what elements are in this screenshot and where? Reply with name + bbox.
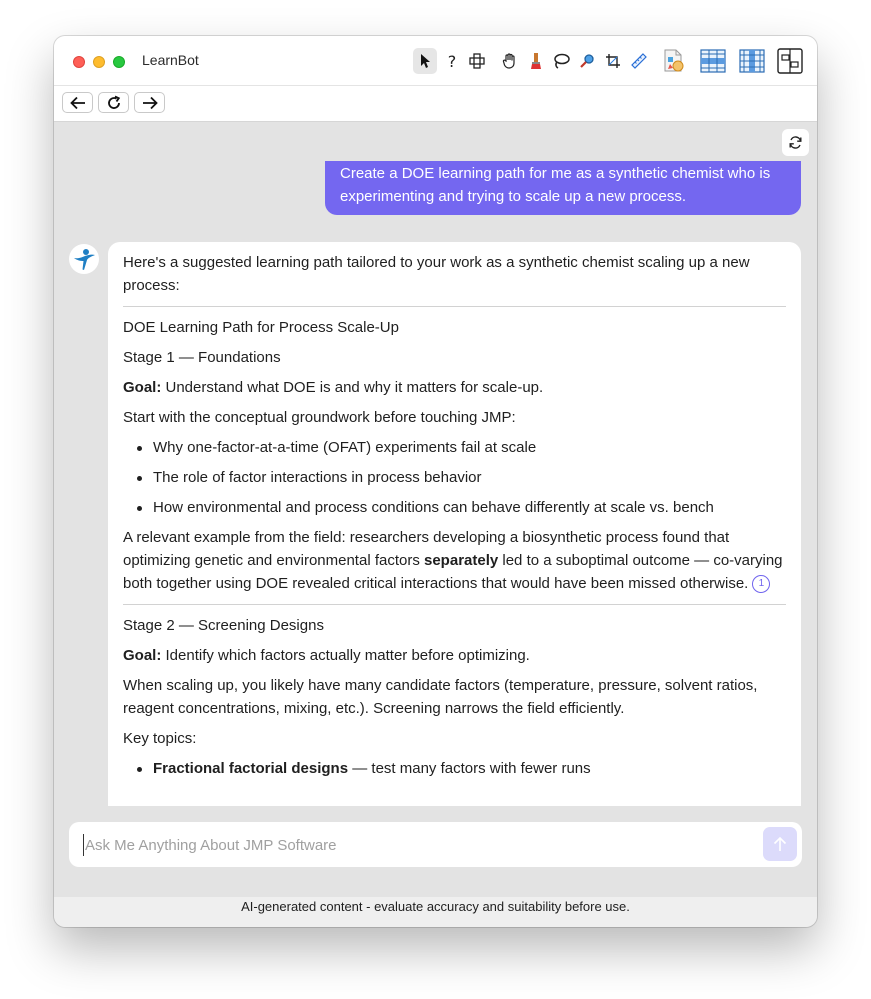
ai-disclaimer: AI-generated content - evaluate accuracy and suitability before use. xyxy=(54,897,817,927)
arrow-up-icon xyxy=(773,836,787,852)
arrow-tool[interactable] xyxy=(413,48,437,74)
divider xyxy=(123,306,786,307)
layout-icon xyxy=(777,48,803,74)
stage1-lead: Start with the conceptual groundwork before touching JMP: xyxy=(123,409,516,426)
crop-tool[interactable] xyxy=(603,48,623,74)
example-text: A relevant example from the field: researchers developing a biosynthetic process found that optimizing genetic and environmental factors xyxy=(123,529,730,569)
list-item: The role of factor interactions in process behavior xyxy=(123,466,786,489)
table-rows-tool[interactable] xyxy=(699,48,727,74)
crosshair-tool[interactable] xyxy=(467,48,487,74)
send-button[interactable] xyxy=(763,827,797,861)
image-annotate-icon xyxy=(661,48,687,74)
app-title: LearnBot xyxy=(142,52,199,68)
goal-label: Goal: xyxy=(123,647,162,664)
bot-response xyxy=(108,242,801,806)
table-columns-icon xyxy=(739,49,765,73)
reload-button[interactable] xyxy=(98,92,129,113)
hand-icon xyxy=(501,52,519,70)
navigation-bar xyxy=(54,86,817,122)
cursor-arrow-icon xyxy=(418,53,432,69)
citation-link[interactable]: 1 xyxy=(752,575,770,593)
image-annotate-tool[interactable] xyxy=(660,48,688,74)
arrow-left-icon xyxy=(70,96,86,110)
refresh-chat-button[interactable] xyxy=(782,129,809,156)
example-text-end: led to a suboptimal outcome — co-varying both together using DOE revealed critical interactions that would have been missed otherwise. xyxy=(123,552,783,592)
crosshair-icon xyxy=(469,53,485,69)
stage1-example xyxy=(123,526,786,595)
table-rows-icon xyxy=(700,49,726,73)
zoom-window-button[interactable] xyxy=(113,56,125,68)
goal-text: Understand what DOE is and why it matters for scale-up. xyxy=(161,379,544,396)
topic-name: Fractional factorial designs xyxy=(153,760,349,777)
stage2-bullet-list xyxy=(123,757,786,780)
layout-tool[interactable] xyxy=(776,48,804,74)
ruler-icon xyxy=(631,53,647,69)
response-intro: Here's a suggested learning path tailored to your work as a synthetic chemist scaling up a new process: xyxy=(123,254,750,294)
question-mark-icon: ? xyxy=(447,51,457,71)
bot-avatar xyxy=(69,244,99,274)
brush-icon xyxy=(529,52,543,70)
magnifier-tool[interactable] xyxy=(577,48,597,74)
minimize-window-button[interactable] xyxy=(93,56,105,68)
list-item: Why one-factor-at-a-time (OFAT) experiments fail at scale xyxy=(123,436,786,459)
example-emphasis: separately xyxy=(424,552,499,569)
back-button[interactable] xyxy=(62,92,93,113)
help-tool[interactable] xyxy=(442,48,462,74)
close-window-button[interactable] xyxy=(73,56,85,68)
lasso-tool[interactable] xyxy=(551,48,571,74)
user-message: Create a DOE learning path for me as a synthetic chemist who is experimenting and trying to scale up a new process. xyxy=(325,161,801,215)
brush-tool[interactable] xyxy=(526,48,546,74)
reload-icon xyxy=(106,95,122,111)
lasso-icon xyxy=(552,52,570,70)
forward-button[interactable] xyxy=(134,92,165,113)
chat-input-area xyxy=(69,822,802,867)
response-heading: DOE Learning Path for Process Scale-Up xyxy=(123,319,399,336)
arrow-right-icon xyxy=(142,96,158,110)
chat-input[interactable] xyxy=(83,834,743,856)
stage1-goal xyxy=(123,376,786,399)
stage1-bullet-list xyxy=(123,436,786,519)
stage1-title: Stage 1 — Foundations xyxy=(123,349,281,366)
divider xyxy=(123,604,786,605)
magnifier-icon xyxy=(579,53,595,69)
refresh-icon xyxy=(788,135,803,150)
topic-description: — test many factors with fewer runs xyxy=(348,760,591,777)
stage2-title: Stage 2 — Screening Designs xyxy=(123,617,324,634)
stage2-lead: When scaling up, you likely have many candidate factors (temperature, pressure, solvent ratios, reagent concentrations, mixing, etc.). Screening narrows the field efficiently. xyxy=(123,677,758,717)
ruler-tool[interactable] xyxy=(629,48,649,74)
list-item xyxy=(123,757,786,780)
goal-label: Goal: xyxy=(123,379,162,396)
goal-text: Identify which factors actually matter before optimizing. xyxy=(161,647,530,664)
table-columns-tool[interactable] xyxy=(738,48,766,74)
app-window xyxy=(54,36,817,927)
list-item: How environmental and process conditions can behave differently at scale vs. bench xyxy=(123,496,786,519)
title-bar xyxy=(54,36,817,86)
key-topics-label: Key topics: xyxy=(123,730,197,747)
crop-icon xyxy=(605,53,621,69)
stage2-goal xyxy=(123,644,786,667)
grabber-tool[interactable] xyxy=(499,48,521,74)
learnbot-figure-icon xyxy=(71,246,97,272)
